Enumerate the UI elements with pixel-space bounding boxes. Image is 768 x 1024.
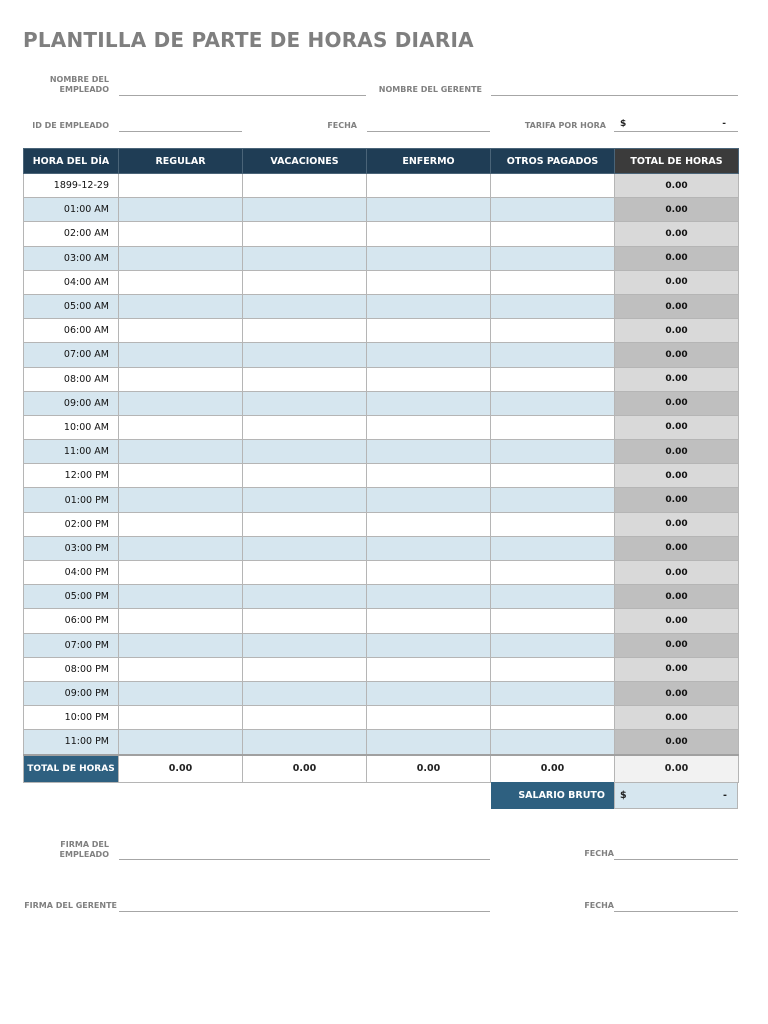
table-row	[24, 343, 739, 367]
time-cell: 06:00 AM	[24, 319, 119, 343]
sick-cell[interactable]	[367, 536, 491, 560]
table-row	[24, 730, 739, 755]
regular-cell[interactable]	[119, 270, 243, 294]
vacation-cell[interactable]	[243, 198, 367, 222]
other-paid-cell[interactable]	[491, 730, 615, 755]
time-cell: 05:00 AM	[24, 294, 119, 318]
row-total-cell: 0.00	[615, 657, 739, 681]
vacation-cell[interactable]	[243, 246, 367, 270]
col-header-total: TOTAL DE HORAS	[615, 149, 739, 174]
regular-cell[interactable]	[119, 633, 243, 657]
col-header-vacation: VACACIONES	[243, 149, 367, 174]
rate-value: -	[722, 119, 726, 129]
table-row	[24, 585, 739, 609]
employee-signature-label-line1: FIRMA DEL	[60, 840, 109, 849]
employee-name-label-line2: EMPLEADO	[59, 85, 109, 94]
row-total-cell: 0.00	[615, 633, 739, 657]
time-cell: 06:00 PM	[24, 609, 119, 633]
time-cell: 05:00 PM	[24, 585, 119, 609]
employee-signature-field[interactable]	[119, 859, 490, 860]
row-total-cell: 0.00	[615, 464, 739, 488]
sick-cell[interactable]	[367, 609, 491, 633]
gross-salary-value	[614, 782, 738, 809]
table-row	[24, 198, 739, 222]
other-paid-cell[interactable]	[491, 270, 615, 294]
row-total-cell: 0.00	[615, 343, 739, 367]
time-cell: 11:00 PM	[24, 730, 119, 755]
row-total-cell: 0.00	[615, 319, 739, 343]
table-row	[24, 561, 739, 585]
table-row	[24, 174, 739, 198]
row-total-cell: 0.00	[615, 294, 739, 318]
regular-cell[interactable]	[119, 198, 243, 222]
totals-label: TOTAL DE HORAS	[24, 755, 119, 783]
vacation-cell[interactable]	[243, 657, 367, 681]
employee-name-label	[30, 75, 109, 95]
sick-cell[interactable]	[367, 391, 491, 415]
regular-cell[interactable]	[119, 585, 243, 609]
table-row	[24, 633, 739, 657]
other-paid-cell[interactable]	[491, 585, 615, 609]
regular-cell[interactable]	[119, 609, 243, 633]
time-cell: 08:00 AM	[24, 367, 119, 391]
table-row	[24, 464, 739, 488]
table-row	[24, 681, 739, 705]
vacation-cell[interactable]	[243, 270, 367, 294]
row-total-cell: 0.00	[615, 391, 739, 415]
vacation-cell[interactable]	[243, 730, 367, 755]
other-paid-cell[interactable]	[491, 488, 615, 512]
other-paid-cell[interactable]	[491, 609, 615, 633]
other-paid-cell[interactable]	[491, 512, 615, 536]
row-total-cell: 0.00	[615, 198, 739, 222]
totals-row	[24, 755, 739, 783]
table-row	[24, 706, 739, 730]
vacation-cell[interactable]	[243, 585, 367, 609]
employee-name-label-line1: NOMBRE DEL	[49, 75, 109, 84]
sick-cell[interactable]	[367, 681, 491, 705]
row-total-cell: 0.00	[615, 440, 739, 464]
other-paid-cell[interactable]	[491, 246, 615, 270]
sick-cell[interactable]	[367, 222, 491, 246]
regular-cell[interactable]	[119, 706, 243, 730]
sick-cell[interactable]	[367, 464, 491, 488]
regular-cell[interactable]	[119, 415, 243, 439]
rate-currency: $	[620, 119, 627, 129]
regular-cell[interactable]	[119, 730, 243, 755]
row-total-cell: 0.00	[615, 174, 739, 198]
employee-id-label: ID DE EMPLEADO	[32, 121, 109, 130]
table-row	[24, 512, 739, 536]
time-cell: 02:00 AM	[24, 222, 119, 246]
vacation-cell[interactable]	[243, 488, 367, 512]
time-cell: 03:00 AM	[24, 246, 119, 270]
other-paid-cell[interactable]	[491, 633, 615, 657]
time-cell: 03:00 PM	[24, 536, 119, 560]
row-total-cell: 0.00	[615, 706, 739, 730]
sick-cell[interactable]	[367, 415, 491, 439]
other-paid-cell[interactable]	[491, 367, 615, 391]
time-cell: 08:00 PM	[24, 657, 119, 681]
timesheet-table	[23, 148, 739, 783]
regular-cell[interactable]	[119, 512, 243, 536]
other-paid-cell[interactable]	[491, 343, 615, 367]
regular-cell[interactable]	[119, 657, 243, 681]
regular-cell[interactable]	[119, 561, 243, 585]
other-paid-cell[interactable]	[491, 681, 615, 705]
row-total-cell: 0.00	[615, 246, 739, 270]
row-total-cell: 0.00	[615, 270, 739, 294]
other-paid-cell[interactable]	[491, 464, 615, 488]
vacation-cell[interactable]	[243, 319, 367, 343]
row-total-cell: 0.00	[615, 488, 739, 512]
page-title: PLANTILLA DE PARTE DE HORAS DIARIA	[23, 28, 474, 52]
table-row	[24, 440, 739, 464]
sick-cell[interactable]	[367, 488, 491, 512]
other-paid-cell[interactable]	[491, 391, 615, 415]
time-cell: 01:00 PM	[24, 488, 119, 512]
sick-cell[interactable]	[367, 246, 491, 270]
vacation-cell[interactable]	[243, 294, 367, 318]
table-row	[24, 609, 739, 633]
vacation-cell[interactable]	[243, 343, 367, 367]
time-cell: 1899-12-29	[24, 174, 119, 198]
vacation-cell[interactable]	[243, 174, 367, 198]
regular-cell[interactable]	[119, 464, 243, 488]
total-regular: 0.00	[119, 755, 243, 783]
sick-cell[interactable]	[367, 343, 491, 367]
vacation-cell[interactable]	[243, 415, 367, 439]
regular-cell[interactable]	[119, 222, 243, 246]
vacation-cell[interactable]	[243, 609, 367, 633]
vacation-cell[interactable]	[243, 391, 367, 415]
other-paid-cell[interactable]	[491, 294, 615, 318]
sick-cell[interactable]	[367, 174, 491, 198]
hourly-rate-field[interactable]	[614, 119, 738, 132]
other-paid-cell[interactable]	[491, 198, 615, 222]
regular-cell[interactable]	[119, 681, 243, 705]
regular-cell[interactable]	[119, 319, 243, 343]
manager-sign-date-field[interactable]	[614, 911, 738, 912]
employee-id-field[interactable]	[119, 131, 242, 132]
employee-signature-label	[30, 840, 109, 860]
table-row	[24, 222, 739, 246]
row-total-cell: 0.00	[615, 681, 739, 705]
vacation-cell[interactable]	[243, 561, 367, 585]
time-cell: 04:00 PM	[24, 561, 119, 585]
sick-cell[interactable]	[367, 198, 491, 222]
employee-sign-date-label: FECHA	[584, 849, 614, 858]
total-other-paid: 0.00	[491, 755, 615, 783]
hourly-rate-label: TARIFA POR HORA	[524, 121, 606, 130]
sick-cell[interactable]	[367, 367, 491, 391]
total-vacation: 0.00	[243, 755, 367, 783]
other-paid-cell[interactable]	[491, 657, 615, 681]
sick-cell[interactable]	[367, 657, 491, 681]
regular-cell[interactable]	[119, 343, 243, 367]
col-header-sick: ENFERMO	[367, 149, 491, 174]
regular-cell[interactable]	[119, 488, 243, 512]
other-paid-cell[interactable]	[491, 440, 615, 464]
date-field[interactable]	[367, 131, 490, 132]
row-total-cell: 0.00	[615, 512, 739, 536]
other-paid-cell[interactable]	[491, 174, 615, 198]
sick-cell[interactable]	[367, 440, 491, 464]
sick-cell[interactable]	[367, 512, 491, 536]
date-label: FECHA	[327, 121, 357, 130]
gross-salary-label: SALARIO BRUTO	[491, 782, 614, 809]
row-total-cell: 0.00	[615, 585, 739, 609]
total-hours-grand: 0.00	[615, 755, 739, 783]
manager-name-label: NOMBRE DEL GERENTE	[378, 85, 482, 94]
vacation-cell[interactable]	[243, 633, 367, 657]
col-header-regular: REGULAR	[119, 149, 243, 174]
vacation-cell[interactable]	[243, 367, 367, 391]
other-paid-cell[interactable]	[491, 561, 615, 585]
table-row	[24, 367, 739, 391]
time-cell: 01:00 AM	[24, 198, 119, 222]
time-cell: 10:00 AM	[24, 415, 119, 439]
time-cell: 11:00 AM	[24, 440, 119, 464]
other-paid-cell[interactable]	[491, 536, 615, 560]
table-header-row	[24, 149, 739, 174]
gross-currency: $	[620, 790, 627, 801]
employee-sign-date-field[interactable]	[614, 859, 738, 860]
regular-cell[interactable]	[119, 367, 243, 391]
row-total-cell: 0.00	[615, 415, 739, 439]
regular-cell[interactable]	[119, 536, 243, 560]
col-header-time: HORA DEL DÍA	[24, 149, 119, 174]
table-row	[24, 294, 739, 318]
time-cell: 12:00 PM	[24, 464, 119, 488]
manager-signature-field[interactable]	[119, 911, 490, 912]
table-row	[24, 246, 739, 270]
vacation-cell[interactable]	[243, 681, 367, 705]
vacation-cell[interactable]	[243, 464, 367, 488]
regular-cell[interactable]	[119, 246, 243, 270]
manager-signature-label: FIRMA DEL GERENTE	[24, 901, 117, 910]
row-total-cell: 0.00	[615, 222, 739, 246]
manager-sign-date-label: FECHA	[584, 901, 614, 910]
row-total-cell: 0.00	[615, 730, 739, 755]
employee-name-field[interactable]	[119, 95, 366, 96]
other-paid-cell[interactable]	[491, 222, 615, 246]
col-header-other-paid: OTROS PAGADOS	[491, 149, 615, 174]
other-paid-cell[interactable]	[491, 415, 615, 439]
time-cell: 02:00 PM	[24, 512, 119, 536]
other-paid-cell[interactable]	[491, 706, 615, 730]
manager-name-field[interactable]	[491, 95, 738, 96]
table-row	[24, 319, 739, 343]
table-row	[24, 657, 739, 681]
regular-cell[interactable]	[119, 174, 243, 198]
table-row	[24, 270, 739, 294]
sick-cell[interactable]	[367, 561, 491, 585]
gross-amount: -	[723, 790, 727, 801]
regular-cell[interactable]	[119, 294, 243, 318]
regular-cell[interactable]	[119, 391, 243, 415]
row-total-cell: 0.00	[615, 561, 739, 585]
total-sick: 0.00	[367, 755, 491, 783]
time-cell: 10:00 PM	[24, 706, 119, 730]
vacation-cell[interactable]	[243, 536, 367, 560]
table-row	[24, 488, 739, 512]
table-row	[24, 536, 739, 560]
table-row	[24, 391, 739, 415]
row-total-cell: 0.00	[615, 609, 739, 633]
sick-cell[interactable]	[367, 270, 491, 294]
vacation-cell[interactable]	[243, 440, 367, 464]
sick-cell[interactable]	[367, 294, 491, 318]
sick-cell[interactable]	[367, 706, 491, 730]
vacation-cell[interactable]	[243, 706, 367, 730]
row-total-cell: 0.00	[615, 367, 739, 391]
time-cell: 07:00 PM	[24, 633, 119, 657]
time-cell: 09:00 PM	[24, 681, 119, 705]
time-cell: 07:00 AM	[24, 343, 119, 367]
time-cell: 09:00 AM	[24, 391, 119, 415]
vacation-cell[interactable]	[243, 222, 367, 246]
employee-signature-label-line2: EMPLEADO	[59, 850, 109, 859]
other-paid-cell[interactable]	[491, 319, 615, 343]
vacation-cell[interactable]	[243, 512, 367, 536]
sick-cell[interactable]	[367, 633, 491, 657]
time-cell: 04:00 AM	[24, 270, 119, 294]
table-row	[24, 415, 739, 439]
row-total-cell: 0.00	[615, 536, 739, 560]
sick-cell[interactable]	[367, 730, 491, 755]
sick-cell[interactable]	[367, 319, 491, 343]
regular-cell[interactable]	[119, 440, 243, 464]
sick-cell[interactable]	[367, 585, 491, 609]
